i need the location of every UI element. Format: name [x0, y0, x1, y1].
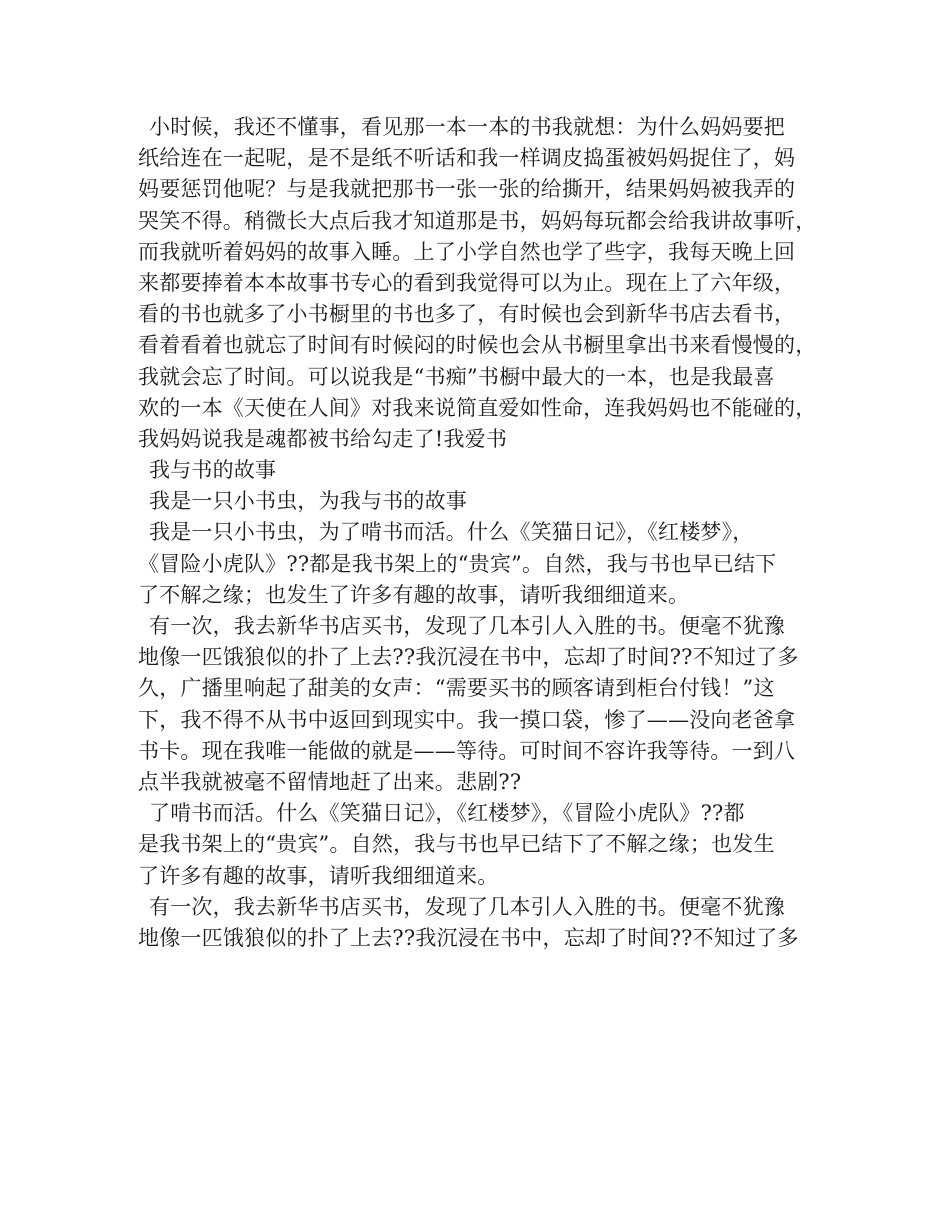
text-line: 有一次，我去新华书店买书，发现了几本引人入胜的书。便毫不犹豫	[149, 614, 785, 638]
text-line: 小时候，我还不懂事，看见那一本一本的书我就想：为什么妈妈要把	[149, 115, 785, 139]
text-line: 而我就听着妈妈的故事入睡。上了小学自然也学了些字，我每天晚上回	[138, 239, 796, 264]
text-line: 我就会忘了时间。可以说我是“书痴”书橱中最大的一本，也是我最喜	[138, 364, 775, 389]
text-line: 来都要捧着本本故事书专心的看到我觉得可以为止。现在上了六年级，	[138, 270, 796, 295]
text-line: 久，广播里响起了甜美的女声：“需要买书的顾客请到柜台付钱！”这	[138, 676, 775, 701]
text-line: 我是一只小书虫，为我与书的故事	[149, 489, 467, 514]
text-line: 我与书的故事	[149, 458, 277, 483]
text-line: 看着看着也就忘了时间有时候闷的时候也会从书橱里拿出书来看慢慢的，	[138, 333, 817, 358]
text-line: 了许多有趣的故事，请听我细细道来。	[138, 863, 499, 888]
text-line: 欢的一本《天使在人间》对我来说简直爱如性命，连我妈妈也不能碰的，	[138, 395, 817, 420]
text-line: 了不解之缘；也发生了许多有趣的故事，请听我细细道来。	[138, 582, 690, 607]
text-line: 看的书也就多了小书橱里的书也多了，有时候也会到新华书店去看书，	[138, 302, 796, 327]
text-line: 下，我不得不从书中返回到现实中。我一摸口袋，惨了——没向老爸拿	[138, 707, 796, 732]
text-line: 妈要惩罚他呢？与是我就把那书一张一张的给撕开，结果妈妈被我弄的	[138, 177, 796, 202]
text-line: 地像一匹饿狼似的扑了上去??我沉浸在书中，忘却了时间??不知过了多	[138, 925, 799, 950]
text-line: 地像一匹饿狼似的扑了上去??我沉浸在书中，忘却了时间??不知过了多	[138, 645, 799, 670]
text-line: 有一次，我去新华书店买书，发现了几本引人入胜的书。便毫不犹豫	[149, 894, 785, 919]
text-line: 纸给连在一起呢，是不是纸不听话和我一样调皮捣蛋被妈妈捉住了，妈	[138, 146, 796, 171]
text-line: 点半我就被毫不留情地赶了出来。悲剧??	[138, 769, 522, 794]
text-line: 我是一只小书虫，为了啃书而活。什么《笑猫日记》，《红楼梦》，	[149, 520, 754, 545]
text-line: 是我书架上的“贵宾”。自然，我与书也早已结下了不解之缘；也发生	[138, 832, 775, 857]
text-line: 了啃书而活。什么《笑猫日记》，《红楼梦》，《冒险小虎队》??都	[149, 801, 745, 826]
text-line: 书卡。现在我唯一能做的就是——等待。可时间不容许我等待。一到八	[138, 738, 796, 763]
text-line: 哭笑不得。稍微长大点后我才知道那是书，妈妈每玩都会给我讲故事听，	[138, 208, 817, 233]
document-page	[138, 112, 818, 954]
text-line: 我妈妈说我是魂都被书给勾走了!我爱书	[138, 426, 508, 451]
text-line: 《冒险小虎队》??都是我书架上的“贵宾”。自然，我与书也早已结下	[138, 551, 777, 576]
